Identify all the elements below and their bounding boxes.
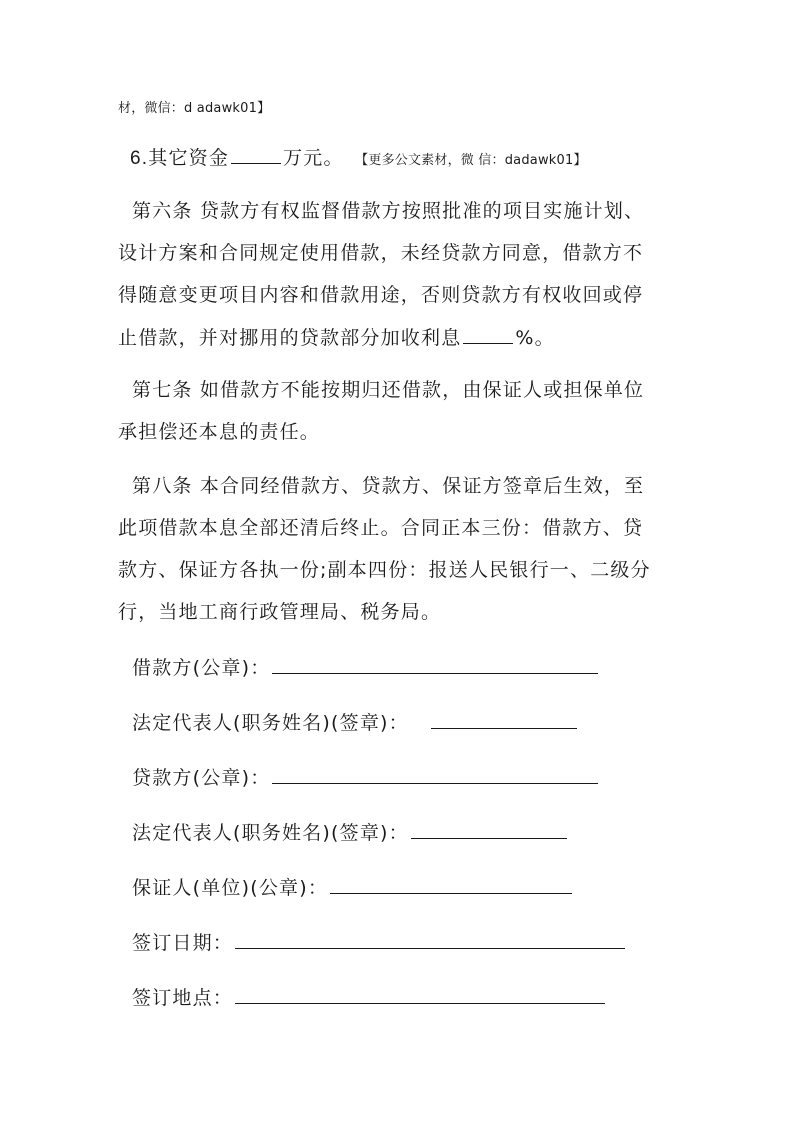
- lender-seal-line: [132, 765, 600, 790]
- article-8-line-3: 款方、保证方各执一份;副本四份：报送人民银行一、二级分: [118, 559, 651, 581]
- lender-rep-blank: [411, 820, 567, 839]
- continued-note-line: [118, 97, 270, 121]
- item-6-note: 【更多公文素材，微 信：dadawk01】: [361, 153, 587, 168]
- interest-rate-blank: [463, 325, 513, 344]
- article-8-line-1: 第八条 本合同经借款方、贷款方、保证方签章后生效，至: [132, 475, 645, 497]
- item-6-text: 其它资金: [148, 147, 230, 169]
- sign-place-label: 签订地点：: [132, 987, 234, 1009]
- guarantor-seal-line: [132, 875, 574, 900]
- article-6-line-4: [118, 325, 555, 350]
- sign-date-label: 签订日期：: [132, 932, 234, 954]
- item-6-blank: [231, 145, 281, 164]
- sign-date-line: [132, 930, 627, 955]
- item-6-line: [130, 145, 587, 173]
- lender-seal-blank: [272, 765, 598, 784]
- lender-rep-line: [132, 820, 569, 845]
- borrower-seal-line: [132, 655, 600, 680]
- guarantor-seal-blank: [330, 875, 572, 894]
- article-8-line-4: 行，当地工商行政管理局、税务局。: [118, 601, 442, 623]
- lender-seal-label: 贷款方(公章)：: [132, 767, 271, 789]
- borrower-seal-label: 借款方(公章)：: [132, 657, 271, 679]
- article-7-line-2: 承担偿还本息的责任。: [118, 421, 321, 443]
- article-6-line-4-suffix: %。: [515, 327, 555, 349]
- article-6-line-4-text: 止借款，并对挪用的贷款部分加收利息: [118, 327, 462, 349]
- borrower-rep-line: [132, 710, 579, 735]
- continued-note-text: 材，微信：d adawk01】: [118, 101, 271, 116]
- borrower-rep-blank: [431, 710, 577, 729]
- guarantor-seal-label: 保证人(单位)(公章)：: [132, 877, 329, 899]
- borrower-seal-blank: [272, 655, 598, 674]
- item-6-number: 6.: [130, 148, 149, 169]
- sign-place-blank: [235, 985, 605, 1004]
- borrower-rep-label: 法定代表人(职务姓名)(签章)：: [132, 712, 409, 734]
- item-6-suffix: 万元。: [283, 147, 344, 169]
- article-6-line-1: 第六条 贷款方有权监督借款方按照批准的项目实施计划、: [132, 200, 645, 222]
- sign-date-blank: [235, 930, 625, 949]
- sign-place-line: [132, 985, 607, 1010]
- lender-rep-label: 法定代表人(职务姓名)(签章)：: [132, 822, 409, 844]
- article-6-line-2: 设计方案和合同规定使用借款，未经贷款方同意，借款方不: [118, 242, 644, 264]
- article-7-line-1: 第七条 如借款方不能按期归还借款，由保证人或担保单位: [132, 379, 645, 401]
- article-6-line-3: 得随意变更项目内容和借款用途，否则贷款方有权收回或停: [118, 284, 644, 306]
- article-8-line-2: 此项借款本息全部还清后终止。合同正本三份：借款方、贷: [118, 517, 644, 539]
